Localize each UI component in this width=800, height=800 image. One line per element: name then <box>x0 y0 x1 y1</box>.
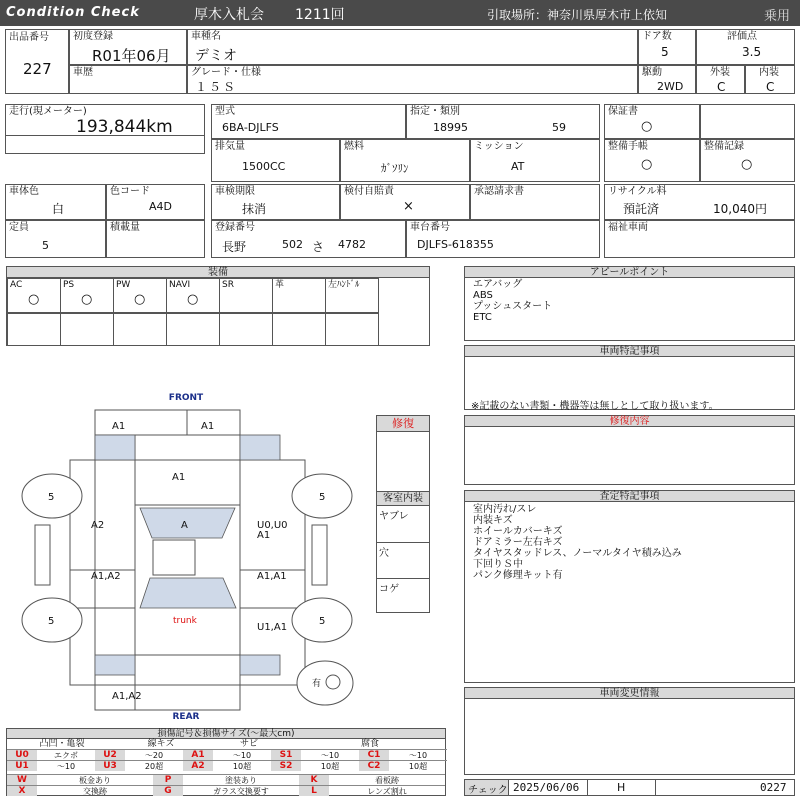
exterior-value: C <box>717 80 726 94</box>
mark-right-front-door-2: A1 <box>257 530 271 541</box>
interior-label: 内装 <box>759 67 779 78</box>
cabin-item: 穴 <box>377 542 429 578</box>
displacement-cell <box>211 139 340 182</box>
repair-box <box>376 415 430 492</box>
legend-code: U0 <box>7 749 37 760</box>
legend-desc: ガラス交換要す <box>183 785 299 796</box>
doors-cell <box>638 29 696 65</box>
inspection-notes-list <box>473 504 682 581</box>
appeal-list <box>473 279 552 323</box>
record-label: 整備記録 <box>704 141 744 152</box>
inspection-note-item: パンク修理キット有 <box>473 570 563 581</box>
warranty-label: 保証書 <box>608 106 638 117</box>
legend-code: U1 <box>7 760 37 771</box>
inspection-note-item: 室内汚れ/スレ <box>473 504 537 515</box>
doors-label: ドア数 <box>642 31 672 42</box>
fuel-value: ｶﾞｿﾘﾝ <box>381 162 409 175</box>
mileage-label: 走行(現メーター) <box>9 106 87 117</box>
appeal-item: プッシュスタート <box>473 301 553 312</box>
inspection-note-item: 内装キズ <box>473 515 513 526</box>
legend-title: 損傷記号＆損傷サイズ(～最大cm) <box>7 729 445 739</box>
color-code-value: A4D <box>149 200 172 213</box>
legend-group-header: 凸凹・亀裂 <box>39 739 85 749</box>
equipment-title: 装備 <box>7 267 429 278</box>
legend-desc: レンズ割れ <box>329 785 445 796</box>
lot-label: 出品番号 <box>9 32 49 43</box>
drive-value: 2WD <box>657 80 684 93</box>
legend-desc: 塗装あり <box>183 774 299 785</box>
mark-right-rear-quarter: U1,A1 <box>257 622 288 633</box>
tire-rl-mark: 5 <box>48 616 55 627</box>
legend-desc: 板金あり <box>37 774 153 785</box>
exterior-label: 外装 <box>710 67 730 78</box>
grade-label: グレード・仕様 <box>191 67 261 78</box>
recycle-fee: 10,040円 <box>713 202 767 216</box>
legend-desc: 10超 <box>389 760 447 771</box>
equipment-mark: ○ <box>28 292 40 307</box>
load-cell <box>106 220 205 258</box>
capacity-cell <box>5 220 106 258</box>
capacity-value: 5 <box>42 239 49 252</box>
equipment-blank-cell <box>325 313 379 346</box>
mark-right-front-door-1: U0,U0 <box>257 520 288 531</box>
equipment-blank-cell <box>113 313 167 346</box>
color-cell <box>5 184 106 220</box>
insurance-cell <box>340 184 470 220</box>
appeal-item: エアバッグ <box>473 279 523 290</box>
inspection-notes-title: 査定特記事項 <box>465 491 794 502</box>
color-code-cell <box>106 184 205 220</box>
fuel-cell <box>340 139 470 182</box>
equipment-item <box>219 278 273 313</box>
lot-number: 227 <box>23 60 52 78</box>
repair-title: 修復内容 <box>465 416 794 427</box>
load-label: 積載量 <box>110 222 140 233</box>
legend-group-header: 線キズ <box>147 739 175 749</box>
legend-code: G <box>153 785 183 796</box>
legend-desc: 10超 <box>301 760 359 771</box>
grade-value: １５Ｓ <box>195 80 238 94</box>
legend-code: K <box>299 774 329 785</box>
manual-label: 整備手帳 <box>608 141 648 152</box>
legend-code: S1 <box>271 749 301 760</box>
color-label: 車体色 <box>9 186 39 197</box>
manual-value: ○ <box>641 157 653 172</box>
mileage-cell <box>5 104 205 154</box>
appeal-item: ETC <box>473 312 492 323</box>
spare-tire-mark: 有 <box>312 679 322 689</box>
first-reg-value: R01年06月 <box>92 47 171 65</box>
inspection-note-item: ホイールカバーキズ <box>473 526 563 537</box>
plate-cell <box>211 220 406 258</box>
drive-cell <box>638 65 696 94</box>
legend-code: C2 <box>359 760 389 771</box>
color-value: 白 <box>52 202 65 216</box>
legend-code: U2 <box>95 749 125 760</box>
type-value: 6BA-DJLFS <box>222 121 279 134</box>
legend-desc: エクボ <box>37 749 95 760</box>
auction-number: 1211回 <box>295 7 345 23</box>
category-value: 59 <box>552 121 566 134</box>
displacement-value: 1500CC <box>242 160 286 173</box>
designation-value: 18995 <box>433 121 468 134</box>
approval-cell <box>470 184 600 220</box>
equipment-panel <box>6 266 430 346</box>
plate-area: 長野 <box>222 240 247 254</box>
warranty-cell <box>604 104 700 139</box>
equipment-label: 革 <box>275 280 285 290</box>
legend-panel <box>6 728 446 796</box>
special-panel <box>464 345 795 410</box>
legend-group-header: 腐食 <box>360 739 379 749</box>
inspection-note-item: ドアミラー左右キズ <box>473 537 563 548</box>
interior-cell <box>745 65 795 94</box>
transmission-value: AT <box>511 160 525 173</box>
change-info-panel <box>464 687 795 775</box>
equipment-label: AC <box>10 280 23 290</box>
mark-front-right: A1 <box>201 421 215 432</box>
transmission-label: ミッション <box>474 141 524 152</box>
lot-cell <box>5 29 69 94</box>
mark-rear-bumper: A1,A2 <box>112 691 142 702</box>
mark-left-rear-door: A1,A2 <box>91 571 121 582</box>
inspector-initial: H <box>617 781 626 794</box>
equipment-blank-cell <box>272 313 326 346</box>
car-outline <box>35 410 327 710</box>
recycle-label: リサイクル料 <box>608 186 667 197</box>
check-row <box>464 779 795 796</box>
legend-desc: 交換跡 <box>37 785 153 796</box>
first-reg-cell <box>69 29 187 65</box>
repair-panel <box>464 415 795 485</box>
vehicle-class: 乗用 <box>764 9 791 24</box>
equipment-item <box>60 278 114 313</box>
insurance-label: 検付自賠責 <box>344 186 394 197</box>
legend-desc: ～10 <box>213 749 271 760</box>
mark-front-left: A1 <box>112 421 126 432</box>
equipment-label: NAVI <box>169 280 191 290</box>
legend-code: A2 <box>183 760 213 771</box>
inspection-label: 車検期限 <box>215 186 255 197</box>
repair-box-title: 修復 <box>377 416 429 432</box>
legend-code: A1 <box>183 749 213 760</box>
appeal-title: アピールポイント <box>465 267 794 278</box>
designation-cell <box>406 104 600 139</box>
trunk-label: trunk <box>173 616 197 626</box>
chassis-cell <box>406 220 600 258</box>
displacement-label: 排気量 <box>215 141 245 152</box>
record-cell <box>700 139 795 182</box>
equipment-item <box>325 278 379 313</box>
rear-label: REAR <box>172 712 200 722</box>
model-name-value: デミオ <box>195 48 237 64</box>
legend-code: X <box>7 785 37 796</box>
equipment-item <box>166 278 220 313</box>
equipment-label: 左ﾊﾝﾄﾞﾙ <box>328 280 360 290</box>
legend-desc: ～20 <box>125 749 183 760</box>
legend-code: U3 <box>95 760 125 771</box>
legend-code: W <box>7 774 37 785</box>
brand-title: Condition Check <box>6 5 140 20</box>
grade-cell <box>187 65 638 94</box>
equipment-item <box>7 278 61 313</box>
doors-value: 5 <box>661 45 669 59</box>
legend-desc: ～10 <box>301 749 359 760</box>
first-reg-label: 初度登録 <box>73 31 113 42</box>
inspection-value: 抹消 <box>242 202 267 216</box>
tire-rr-mark: 5 <box>319 616 326 627</box>
legend-desc: 看板跡 <box>329 774 445 785</box>
chassis-value: DJLFS-618355 <box>417 238 494 251</box>
designation-label: 指定・類別 <box>410 106 460 117</box>
check-date: 2025/06/06 <box>513 781 580 794</box>
score-cell <box>696 29 795 65</box>
warranty-value: ○ <box>641 119 653 134</box>
cabin-title: 客室内装 <box>377 492 429 506</box>
legend-desc: ～10 <box>389 749 447 760</box>
legend-group-header: サビ <box>239 739 258 749</box>
chassis-label: 車台番号 <box>410 222 450 233</box>
tire-fl-mark: 5 <box>48 492 55 503</box>
equipment-item <box>272 278 326 313</box>
fuel-label: 燃料 <box>344 141 364 152</box>
special-title: 車両特記事項 <box>465 346 794 357</box>
model-name-cell <box>187 29 638 65</box>
legend-code: C1 <box>359 749 389 760</box>
legend-desc: ～10 <box>37 760 95 771</box>
recycle-cell <box>604 184 795 220</box>
inspection-note-item: タイヤスタッドレス、ノーマルタイヤ積み込み <box>473 548 682 559</box>
transmission-cell <box>470 139 600 182</box>
insurance-value: × <box>403 199 414 214</box>
type-label: 型式 <box>215 106 235 117</box>
legend-code: P <box>153 774 183 785</box>
interior-value: C <box>766 80 775 94</box>
welfare-cell <box>604 220 795 258</box>
capacity-label: 定員 <box>9 222 29 233</box>
cabin-box <box>376 491 430 613</box>
score-label: 評価点 <box>727 31 757 42</box>
type-cell <box>211 104 406 139</box>
exterior-cell <box>696 65 745 94</box>
equipment-blank-cell <box>219 313 273 346</box>
record-value: ○ <box>741 157 753 172</box>
inspection-cell <box>211 184 340 220</box>
mark-left-front-door: A2 <box>91 520 105 531</box>
equipment-label: PW <box>116 280 131 290</box>
plate-kana: さ <box>312 240 325 254</box>
cabin-item: コゲ <box>377 578 429 614</box>
legend-code: L <box>299 785 329 796</box>
equipment-mark: ○ <box>187 292 199 307</box>
history-cell <box>69 65 187 94</box>
inspection-notes-panel <box>464 490 795 683</box>
equipment-mark: ○ <box>81 292 93 307</box>
model-name-label: 車種名 <box>191 31 221 42</box>
mark-windshield: A <box>181 520 188 531</box>
front-label: FRONT <box>168 393 204 403</box>
sheet-number: 0227 <box>760 781 787 794</box>
approval-label: 承認請求書 <box>474 186 524 197</box>
tire-fr-mark: 5 <box>319 492 326 503</box>
legend-desc: 20超 <box>125 760 183 771</box>
equipment-label: SR <box>222 280 234 290</box>
welfare-label: 福祉車両 <box>608 222 648 233</box>
plate-number: 4782 <box>338 238 366 251</box>
drive-label: 駆動 <box>642 67 662 78</box>
history-label: 車歴 <box>73 67 93 78</box>
cabin-item: ヤブレ <box>379 511 409 522</box>
equipment-blank-cell <box>7 313 61 346</box>
appeal-item: ABS <box>473 290 493 301</box>
special-note: ※記載のない書類・機器等は無しとして取り扱います。 <box>471 401 719 412</box>
plate-class: 502 <box>282 238 303 251</box>
recycle-status: 預託済 <box>623 202 660 216</box>
mileage-value: 193,844km <box>76 117 173 137</box>
score-value: 3.5 <box>742 45 762 59</box>
legend-code: S2 <box>271 760 301 771</box>
inspection-note-item: 下回りＳ中 <box>473 559 523 570</box>
color-code-label: 色コード <box>110 186 150 197</box>
warranty-blank-cell <box>700 104 795 139</box>
auction-name: 厚木入札会 <box>194 7 264 23</box>
equipment-item <box>113 278 167 313</box>
change-info-title: 車両変更情報 <box>465 688 794 699</box>
appeal-panel <box>464 266 795 341</box>
equipment-mark: ○ <box>134 292 146 307</box>
equipment-label: PS <box>63 280 75 290</box>
legend-desc: 10超 <box>213 760 271 771</box>
equipment-blank-cell <box>60 313 114 346</box>
header-bar <box>0 0 800 26</box>
mark-hood: A1 <box>172 472 186 483</box>
check-label: チェック <box>468 785 508 796</box>
manual-cell <box>604 139 700 182</box>
plate-label: 登録番号 <box>215 222 255 233</box>
equipment-blank-cell <box>166 313 220 346</box>
pickup-location: 引取場所：神奈川県厚木市上依知 <box>487 8 668 22</box>
mark-right-rear-door: A1,A1 <box>257 571 287 582</box>
